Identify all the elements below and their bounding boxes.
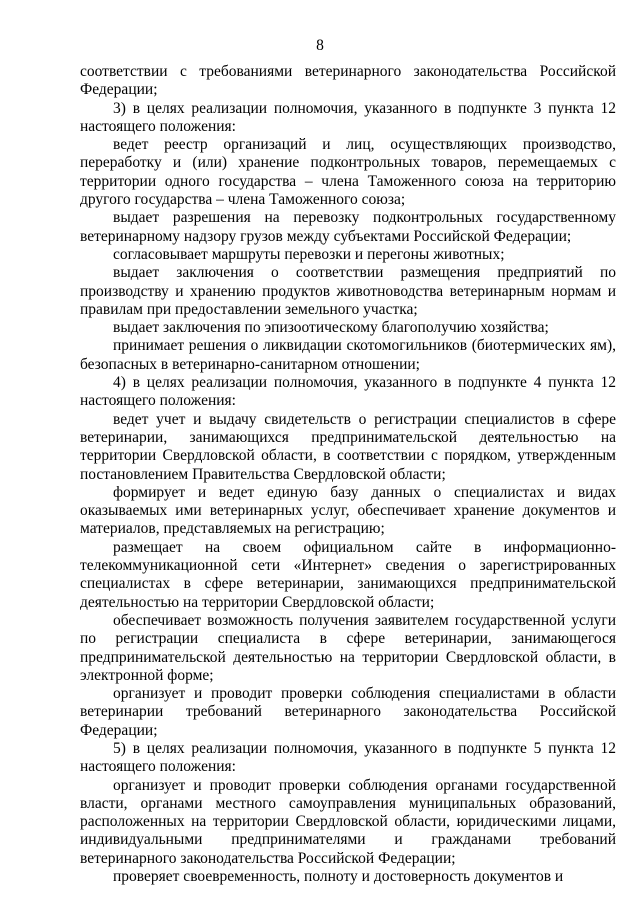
paragraph-continuation: соответствии с требованиями ветеринарного законодательства Российской Федерации; (80, 63, 616, 99)
paragraph-placement-conclusions: выдает заключения о соответствии размещения предприятий по производству и хранению продуктов животноводства ветеринарным нормам и правилам при предоставлении земельного участка; (80, 264, 616, 318)
paragraph-item-5: 5) в целях реализации полномочия, указанного в подпункте 5 пункта 12 настоящего положения: (80, 739, 616, 776)
paragraph-registry: ведет реестр организаций и лиц, осуществляющих производство, переработку и (или) хранение подконтрольных товаров, перемещаемых с территории одного государства – члена Таможенного союза на территорию другого государства – члена Таможенного союза; (80, 136, 616, 209)
paragraph-compliance-inspections: организует и проводит проверки соблюдения органами государственной власти, органами местного самоуправления муниципальных образований, расположенных на территории Свердловской области, юридическими лицами, индивидуальными предпринимателями и гражданами требований ветеринарного законодательства Российской Федерации; (80, 776, 616, 867)
body-text (80, 63, 616, 886)
paragraph-database: формирует и ведет единую базу данных о специалистах и видах оказываемых ими ветеринарных услуг, обеспечивает хранение документов и материалов, представляемых на регистрацию; (80, 483, 616, 538)
paragraph-electronic-service: обеспечивает возможность получения заявителем государственной услуги по регистрации специалиста в сфере ветеринарии, занимающегося предпринимательской деятельностью на территории Свердловской области, в электронной форме; (80, 611, 616, 684)
paragraph-document-verification: проверяет своевременность, полноту и достоверность документов и (113, 868, 564, 886)
paragraph-item-3: 3) в целях реализации полномочия, указанного в подпункте 3 пункта 12 настоящего положения: (80, 99, 616, 135)
paragraph-routes: согласовывает маршруты перевозки и перегоны животных; (113, 245, 505, 263)
paragraph-specialist-inspections: организует и проводит проверки соблюдения специалистами в области ветеринарии требований ветеринарного законодательства Российской Федерации; (80, 685, 616, 739)
paragraph-item-4: 4) в целях реализации полномочия, указанного в подпункте 4 пункта 12 настоящего положения: (80, 374, 616, 410)
page-number: 8 (316, 37, 324, 54)
paragraph-website: размещает на своем официальном сайте в информационно-телекоммуникационной сети «Интернет» сведения о зарегистрированных специалистах в сфере ветеринарии, занимающихся предпринимательской деятельностью на территории Свердловской области; (80, 538, 616, 611)
paragraph-certificates: ведет учет и выдачу свидетельств о регистрации специалистов в сфере ветеринарии, занимающихся предпринимательской деятельностью на территории Свердловской области, в соответствии с порядком, утвержденным постановлением Правительства Свердловской области; (80, 410, 616, 483)
paragraph-transport-permits: выдает разрешения на перевозку подконтрольных государственному ветеринарному надзору грузов между субъектами Российской Федерации; (80, 209, 616, 245)
paragraph-burial-liquidation: принимает решения о ликвидации скотомогильников (биотермических ям), безопасных в ветеринарно-санитарном отношении; (80, 337, 616, 373)
paragraph-epizootic-conclusions: выдает заключения по эпизоотическому благополучию хозяйства; (113, 319, 549, 337)
